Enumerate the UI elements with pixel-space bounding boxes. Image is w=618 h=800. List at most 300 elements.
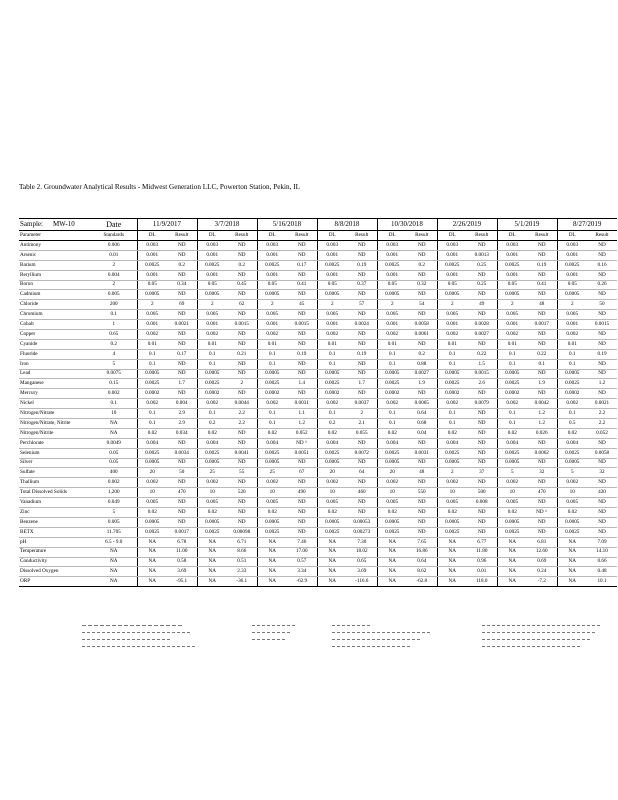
detection-limit-cell: 0.001	[377, 250, 407, 260]
result-cell: ND	[527, 438, 557, 448]
detection-limit-cell: 0.005	[317, 498, 347, 508]
result-cell: 8.62	[407, 567, 437, 577]
result-header: Result	[587, 231, 617, 241]
parameter-name: Selenium	[19, 448, 91, 458]
detection-limit-cell: 0.005	[497, 310, 527, 320]
detection-limit-cell: 0.0025	[317, 260, 347, 270]
detection-limit-cell: 0.01	[377, 339, 407, 349]
result-cell: ND	[347, 270, 377, 280]
detection-limit-cell: 0.003	[317, 241, 347, 251]
detection-limit-cell: 0.0005	[377, 517, 407, 527]
detection-limit-cell: 0.0005	[257, 517, 287, 527]
result-cell: 2.2	[227, 409, 257, 419]
result-cell: ND	[287, 339, 317, 349]
detection-limit-cell: 0.002	[377, 478, 407, 488]
result-cell: 54	[407, 300, 437, 310]
dl-header: DL	[317, 231, 347, 241]
result-cell: ND	[587, 369, 617, 379]
standard-value: NA	[91, 419, 137, 429]
detection-limit-cell: 2	[437, 300, 467, 310]
detection-limit-cell: 0.001	[317, 250, 347, 260]
result-cell: 18.02	[347, 547, 377, 557]
detection-limit-cell: 10	[437, 488, 467, 498]
result-cell: 0.41	[287, 280, 317, 290]
table-row	[19, 349, 617, 359]
result-cell: ND	[167, 241, 197, 251]
standard-value: 0.005	[91, 517, 137, 527]
detection-limit-cell: 0.001	[197, 270, 227, 280]
result-cell: 6.81	[527, 537, 557, 547]
result-cell: -116.6	[347, 577, 377, 587]
result-cell: -7.2	[527, 577, 557, 587]
detection-limit-cell: NA	[137, 537, 167, 547]
detection-limit-cell: 0.0005	[377, 458, 407, 468]
result-cell: 0.0051	[287, 448, 317, 458]
table-row	[19, 557, 617, 567]
detection-limit-cell: 0.001	[197, 320, 227, 330]
detection-limit-cell: 0.0005	[197, 458, 227, 468]
result-cell: 10.1	[587, 577, 617, 587]
result-cell: 0.052	[287, 428, 317, 438]
detection-limit-cell: NA	[197, 567, 227, 577]
table-row	[19, 339, 617, 349]
detection-limit-cell: 0.0005	[317, 517, 347, 527]
detection-limit-cell: 0.005	[437, 498, 467, 508]
detection-limit-cell: 0.0025	[317, 448, 347, 458]
detection-limit-cell: 0.005	[197, 310, 227, 320]
detection-limit-cell: 0.01	[137, 339, 167, 349]
result-cell: ND	[587, 339, 617, 349]
detection-limit-cell: 0.0002	[197, 389, 227, 399]
result-cell: 1.9	[407, 379, 437, 389]
detection-limit-cell: 0.004	[377, 438, 407, 448]
result-cell: 0.37	[347, 280, 377, 290]
detection-limit-cell: 0.0025	[437, 448, 467, 458]
detection-limit-cell: 0.002	[557, 330, 587, 340]
dl-header: DL	[197, 231, 227, 241]
analytical-results-table	[19, 218, 617, 587]
detection-limit-cell: NA	[437, 567, 467, 577]
result-cell: ND	[467, 517, 497, 527]
result-cell: ND	[467, 409, 497, 419]
detection-limit-cell: NA	[377, 577, 407, 587]
parameter-name: Chloride	[19, 300, 91, 310]
result-cell: ND	[527, 310, 557, 320]
detection-limit-cell: 0.003	[497, 241, 527, 251]
result-cell: ND	[467, 478, 497, 488]
sample-date: 3/7/2018	[197, 219, 257, 231]
result-cell: ND	[227, 359, 257, 369]
detection-limit-cell: 2	[557, 300, 587, 310]
parameter-name: Chromium	[19, 310, 91, 320]
result-cell: 11.00	[167, 547, 197, 557]
standard-value: 0.05	[91, 448, 137, 458]
detection-limit-cell: 0.1	[257, 419, 287, 429]
result-cell: ND	[407, 508, 437, 518]
sample-cell	[19, 219, 91, 231]
result-cell: 0.00053	[347, 517, 377, 527]
detection-limit-cell: 0.003	[557, 241, 587, 251]
table-row	[19, 508, 617, 518]
detection-limit-cell: 0.0025	[557, 379, 587, 389]
detection-limit-cell: 0.002	[557, 399, 587, 409]
result-cell: ND	[287, 310, 317, 320]
sample-date: 2/26/2019	[437, 219, 497, 231]
detection-limit-cell: 0.2	[317, 419, 347, 429]
detection-limit-cell: 0.002	[197, 399, 227, 409]
result-cell: 0.19	[287, 349, 317, 359]
detection-limit-cell: 0.01	[257, 339, 287, 349]
result-cell: 2.6	[467, 379, 497, 389]
detection-limit-cell: 0.0025	[197, 448, 227, 458]
result-cell: ND	[167, 270, 197, 280]
result-cell: 0.45	[227, 280, 257, 290]
detection-limit-cell: 0.02	[197, 428, 227, 438]
result-cell: ND	[227, 241, 257, 251]
result-cell: ND	[587, 438, 617, 448]
result-cell: ND	[227, 270, 257, 280]
standard-value: 200	[91, 300, 137, 310]
parameter-name: pH	[19, 537, 91, 547]
parameter-name: Benzene	[19, 517, 91, 527]
standard-value: 0.005	[91, 290, 137, 300]
detection-limit-cell: NA	[197, 577, 227, 587]
detection-limit-cell: NA	[557, 547, 587, 557]
standard-value: NA	[91, 547, 137, 557]
result-cell: 0.17	[287, 260, 317, 270]
result-cell: 0.26	[587, 280, 617, 290]
header-row-dates	[19, 219, 617, 231]
result-cell: 0.00273	[347, 527, 377, 537]
detection-limit-cell: 0.02	[317, 508, 347, 518]
result-cell: ND	[527, 270, 557, 280]
result-cell: ND	[287, 389, 317, 399]
parameter-name: Mercury	[19, 389, 91, 399]
result-cell: ND	[287, 270, 317, 280]
detection-limit-cell: 0.001	[317, 270, 347, 280]
detection-limit-cell: 0.005	[497, 498, 527, 508]
result-cell: 0.052	[587, 428, 617, 438]
parameter-name: Arsenic	[19, 250, 91, 260]
result-cell: 6.77	[467, 537, 497, 547]
date-label: Date	[91, 219, 137, 231]
detection-limit-cell: 0.001	[257, 320, 287, 330]
result-cell: 0.21	[227, 349, 257, 359]
detection-limit-cell: 0.0025	[137, 379, 167, 389]
table-row	[19, 330, 617, 340]
result-cell: ND	[527, 478, 557, 488]
result-header: Result	[287, 231, 317, 241]
detection-limit-cell: 0.001	[377, 320, 407, 330]
result-cell: 0.026	[527, 428, 557, 438]
result-cell: 8.66	[227, 547, 257, 557]
dl-header: DL	[377, 231, 407, 241]
result-cell: 64	[347, 468, 377, 478]
result-cell: 49	[467, 300, 497, 310]
parameter-name: BETX	[19, 527, 91, 537]
result-cell: 0.58	[167, 557, 197, 567]
result-cell: 0.0015	[587, 320, 617, 330]
result-cell: 1.2	[527, 419, 557, 429]
standards-header: Standards	[91, 231, 137, 241]
result-cell: 0.0015	[467, 369, 497, 379]
result-cell: 0.51	[227, 557, 257, 567]
detection-limit-cell: 0.005	[557, 310, 587, 320]
table-row	[19, 419, 617, 429]
detection-limit-cell: 0.002	[497, 399, 527, 409]
detection-limit-cell: 0.001	[497, 270, 527, 280]
parameter-name: Cobalt	[19, 320, 91, 330]
detection-limit-cell: 0.0005	[197, 517, 227, 527]
result-cell: 0.25	[467, 260, 497, 270]
detection-limit-cell: 0.01	[437, 339, 467, 349]
detection-limit-cell: 0.01	[497, 339, 527, 349]
standard-value: 0.002	[91, 478, 137, 488]
detection-limit-cell: 0.01	[317, 339, 347, 349]
result-cell: 0.0072	[347, 448, 377, 458]
detection-limit-cell: 0.1	[137, 359, 167, 369]
table-row	[19, 409, 617, 419]
result-cell: ND	[167, 478, 197, 488]
detection-limit-cell: 0.0005	[137, 369, 167, 379]
parameter-name: Silver	[19, 458, 91, 468]
header-row-columns	[19, 231, 617, 241]
detection-limit-cell: 10	[317, 488, 347, 498]
result-cell: 0.0031	[407, 448, 437, 458]
detection-limit-cell: 0.1	[377, 349, 407, 359]
detection-limit-cell: NA	[437, 537, 467, 547]
detection-limit-cell: 0.0005	[377, 369, 407, 379]
detection-limit-cell: 0.1	[257, 359, 287, 369]
result-cell: ND	[467, 290, 497, 300]
result-cell: 7.65	[407, 537, 437, 547]
result-cell: 0.008	[467, 498, 497, 508]
detection-limit-cell: 0.001	[257, 270, 287, 280]
detection-limit-cell: 0.1	[317, 409, 347, 419]
detection-limit-cell: 10	[137, 488, 167, 498]
result-cell: 0.0079	[467, 399, 497, 409]
detection-limit-cell: 2	[257, 300, 287, 310]
detection-limit-cell: NA	[437, 577, 467, 587]
table-row	[19, 488, 617, 498]
detection-limit-cell: 0.004	[137, 438, 167, 448]
detection-limit-cell: 0.0025	[137, 527, 167, 537]
detection-limit-cell: NA	[257, 577, 287, 587]
result-cell: ND	[287, 359, 317, 369]
detection-limit-cell: NA	[197, 547, 227, 557]
detection-limit-cell: 0.0025	[437, 379, 467, 389]
result-cell: 37	[467, 468, 497, 478]
result-cell: ND	[587, 250, 617, 260]
parameter-name: Iron	[19, 359, 91, 369]
result-cell: ND	[167, 498, 197, 508]
result-cell: 1.5	[467, 359, 497, 369]
result-cell: 1.2	[587, 379, 617, 389]
result-header: Result	[347, 231, 377, 241]
detection-limit-cell: 10	[557, 488, 587, 498]
detection-limit-cell: 0.004	[197, 438, 227, 448]
standard-value: 2	[91, 280, 137, 290]
standard-value: 1	[91, 320, 137, 330]
detection-limit-cell: 0.0005	[137, 458, 167, 468]
result-cell: 0.034	[167, 428, 197, 438]
result-cell: 1.2	[527, 409, 557, 419]
parameter-name: Manganese	[19, 379, 91, 389]
footnote-column	[82, 622, 202, 647]
detection-limit-cell: 0.01	[197, 339, 227, 349]
result-cell: 0.65	[347, 557, 377, 567]
detection-limit-cell: 0.05	[197, 280, 227, 290]
detection-limit-cell: NA	[437, 557, 467, 567]
detection-limit-cell: 0.1	[317, 349, 347, 359]
detection-limit-cell: 0.1	[377, 359, 407, 369]
result-cell: ND	[167, 389, 197, 399]
table-row	[19, 478, 617, 488]
detection-limit-cell: 0.5	[557, 419, 587, 429]
result-cell: 0.0021	[167, 320, 197, 330]
result-cell: ND	[347, 478, 377, 488]
standard-value: 0.049	[91, 498, 137, 508]
result-cell: 0.0017	[167, 527, 197, 537]
detection-limit-cell: 0.002	[137, 399, 167, 409]
result-cell: -95.1	[167, 577, 197, 587]
result-cell: 17.00	[287, 547, 317, 557]
result-cell: 7.09	[587, 537, 617, 547]
parameter-name: Cadmium	[19, 290, 91, 300]
result-cell: 2.9	[167, 409, 197, 419]
detection-limit-cell: 0.02	[317, 428, 347, 438]
result-cell: ND	[227, 369, 257, 379]
standard-value: 0.1	[91, 310, 137, 320]
detection-limit-cell: 0.005	[317, 310, 347, 320]
detection-limit-cell: NA	[377, 537, 407, 547]
result-cell: ND	[227, 428, 257, 438]
detection-limit-cell: 0.002	[557, 478, 587, 488]
result-cell: ND	[167, 458, 197, 468]
detection-limit-cell: NA	[317, 557, 347, 567]
parameter-name: Cyanide	[19, 339, 91, 349]
detection-limit-cell: 0.002	[137, 478, 167, 488]
detection-limit-cell: 2	[317, 300, 347, 310]
detection-limit-cell: 0.002	[437, 478, 467, 488]
result-cell: 69	[167, 300, 197, 310]
dl-header: DL	[257, 231, 287, 241]
result-cell: ND	[227, 310, 257, 320]
detection-limit-cell: 10	[257, 488, 287, 498]
detection-limit-cell: 0.05	[437, 280, 467, 290]
detection-limit-cell: 0.005	[137, 498, 167, 508]
result-cell: 500	[467, 488, 497, 498]
detection-limit-cell: 0.005	[377, 310, 407, 320]
result-cell: 55	[227, 468, 257, 478]
detection-limit-cell: 0.004	[317, 438, 347, 448]
result-cell: 1.1	[287, 409, 317, 419]
result-cell: ND	[167, 369, 197, 379]
result-cell: ND	[347, 339, 377, 349]
result-cell: 0.0058	[587, 448, 617, 458]
result-cell: 1.7	[167, 379, 197, 389]
result-cell: 490	[287, 488, 317, 498]
result-cell: ND	[407, 517, 437, 527]
detection-limit-cell: 0.001	[497, 250, 527, 260]
result-cell: ND	[587, 241, 617, 251]
result-cell: ND	[407, 339, 437, 349]
dl-header: DL	[137, 231, 167, 241]
detection-limit-cell: 0.001	[437, 270, 467, 280]
parameter-name: Perchlorate	[19, 438, 91, 448]
standard-value: 0.01	[91, 250, 137, 260]
result-cell: ND	[347, 310, 377, 320]
result-header: Result	[527, 231, 557, 241]
detection-limit-cell: 0.005	[197, 498, 227, 508]
result-cell: ND	[467, 527, 497, 537]
detection-limit-cell: 0.004	[497, 438, 527, 448]
result-cell: 0.0065	[407, 399, 437, 409]
result-cell: ND	[167, 330, 197, 340]
detection-limit-cell: 0.05	[497, 280, 527, 290]
detection-limit-cell: 0.005	[137, 310, 167, 320]
detection-limit-cell: 0.005	[557, 498, 587, 508]
detection-limit-cell: 0.1	[437, 409, 467, 419]
dl-header: DL	[437, 231, 467, 241]
detection-limit-cell: NA	[497, 537, 527, 547]
result-cell: 0.69	[527, 557, 557, 567]
result-cell: 12.60	[527, 547, 557, 557]
detection-limit-cell: 2	[137, 300, 167, 310]
detection-limit-cell: 20	[377, 468, 407, 478]
result-cell: ND	[167, 339, 197, 349]
result-cell: 0.0017	[527, 320, 557, 330]
detection-limit-cell: 0.1	[137, 409, 167, 419]
result-cell: 0.19	[347, 349, 377, 359]
result-cell: ND	[527, 458, 557, 468]
result-cell: ND	[587, 478, 617, 488]
detection-limit-cell: 0.02	[557, 508, 587, 518]
standard-value: 0.65	[91, 330, 137, 340]
standard-value: 0.002	[91, 389, 137, 399]
standard-value: 0.0049	[91, 438, 137, 448]
result-cell: ND	[347, 458, 377, 468]
detection-limit-cell: 0.02	[437, 428, 467, 438]
detection-limit-cell: 0.005	[257, 310, 287, 320]
detection-limit-cell: 0.0025	[197, 527, 227, 537]
result-cell: 0.0015	[227, 320, 257, 330]
result-cell: ND	[347, 438, 377, 448]
result-cell: 0.19	[527, 260, 557, 270]
result-cell: 550	[407, 488, 437, 498]
result-cell: ND	[587, 270, 617, 280]
result-cell: 0.17	[167, 349, 197, 359]
table-row	[19, 547, 617, 557]
parameter-header: Parameter	[19, 231, 91, 241]
detection-limit-cell: NA	[317, 577, 347, 587]
detection-limit-cell: NA	[317, 547, 347, 557]
result-cell: ND	[347, 359, 377, 369]
result-cell: ND	[407, 527, 437, 537]
result-cell: ND	[347, 330, 377, 340]
result-cell: ND	[167, 517, 197, 527]
detection-limit-cell: 0.1	[557, 349, 587, 359]
standard-value: NA	[91, 428, 137, 438]
detection-limit-cell: 0.0005	[257, 369, 287, 379]
result-cell: -36.1	[227, 577, 257, 587]
detection-limit-cell: 0.001	[137, 270, 167, 280]
result-cell: ND	[167, 250, 197, 260]
detection-limit-cell: 0.0005	[197, 290, 227, 300]
detection-limit-cell: 10	[197, 488, 227, 498]
result-cell: ND	[227, 389, 257, 399]
detection-limit-cell: 0.002	[497, 330, 527, 340]
